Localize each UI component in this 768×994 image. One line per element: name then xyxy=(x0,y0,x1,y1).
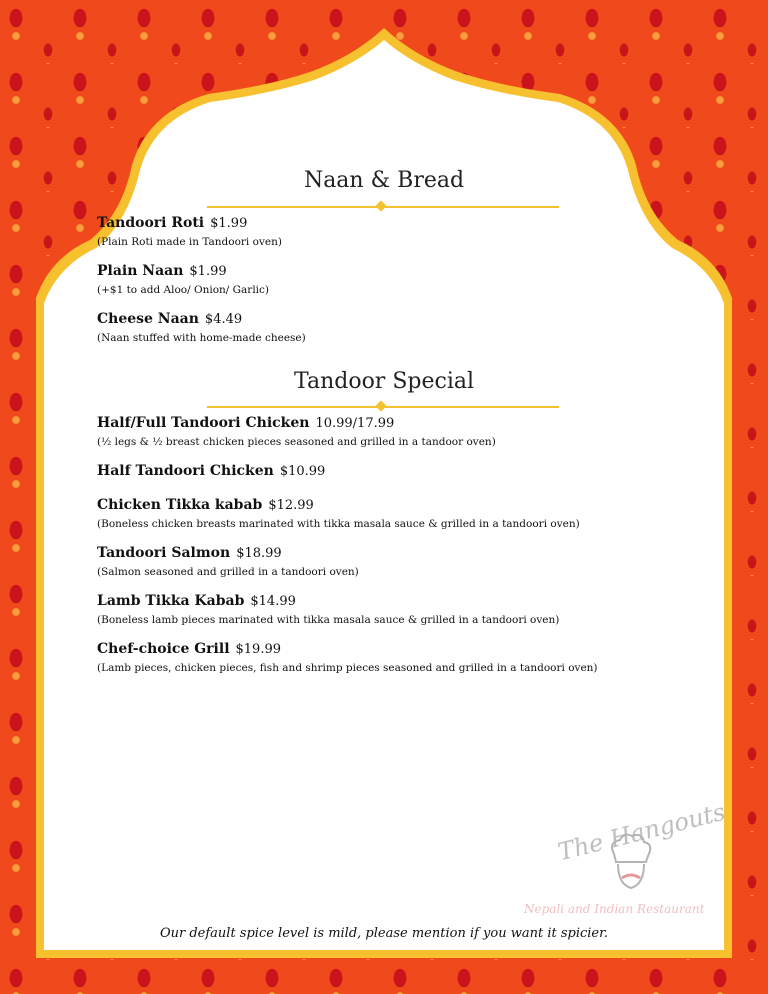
item-price: $14.99 xyxy=(250,594,296,609)
logo-title: The Hangouts xyxy=(555,797,729,867)
section-divider xyxy=(207,402,559,412)
menu-item xyxy=(97,260,697,298)
menu-item xyxy=(97,308,697,346)
menu-item xyxy=(97,638,697,676)
menu-item xyxy=(97,494,697,532)
menu-item xyxy=(97,212,697,250)
item-price: $19.99 xyxy=(235,642,282,657)
item-description: (Boneless lamb pieces marinated with tikka masala sauce & grilled in a tandoori oven) xyxy=(97,614,560,626)
item-name: Half/Full Tandoori Chicken xyxy=(97,415,310,431)
item-price: $1.99 xyxy=(189,264,227,279)
item-price: $12.99 xyxy=(268,498,314,513)
item-price: $10.99 xyxy=(279,464,326,479)
item-price: $4.49 xyxy=(204,312,243,327)
diamond-ornament-icon xyxy=(375,200,386,211)
section-title-tandoor-special: Tandoor Special xyxy=(293,369,475,394)
item-description: (Salmon seasoned and grilled in a tandoori oven) xyxy=(97,566,359,578)
item-description: (Boneless chicken breasts marinated with tikka masala sauce & grilled in a tandoori oven) xyxy=(97,518,580,530)
item-description: (Lamb pieces, chicken pieces, fish and shrimp pieces seasoned and grilled in a tandoori oven) xyxy=(97,662,598,674)
item-price: 10.99/17.99 xyxy=(315,416,395,431)
item-description: (Naan stuffed with home-made cheese) xyxy=(97,332,306,344)
item-name: Plain Naan xyxy=(97,263,184,279)
chef-icon xyxy=(600,832,660,902)
item-name: Cheese Naan xyxy=(97,311,199,327)
menu-item xyxy=(97,590,697,628)
item-description: (+$1 to add Aloo/ Onion/ Garlic) xyxy=(97,284,270,296)
item-name: Tandoori Roti xyxy=(97,215,205,231)
section-divider xyxy=(207,202,559,212)
item-name: Tandoori Salmon xyxy=(97,545,231,561)
menu-item xyxy=(97,542,697,580)
section-title-naan-bread: Naan & Bread xyxy=(303,168,465,193)
item-name: Chef-choice Grill xyxy=(97,641,230,657)
menu-item xyxy=(97,412,697,450)
spice-note: Our default spice level is mild, please mention if you want it spicier. xyxy=(159,926,609,941)
item-name: Lamb Tikka Kabab xyxy=(97,593,245,609)
item-price: $18.99 xyxy=(236,546,282,561)
logo-subtitle: Nepali and Indian Restaurant xyxy=(524,902,705,916)
menu-item xyxy=(97,460,697,482)
diamond-ornament-icon xyxy=(375,400,386,411)
restaurant-logo xyxy=(520,790,730,930)
item-description: (Plain Roti made in Tandoori oven) xyxy=(97,236,282,248)
item-name: Chicken Tikka kabab xyxy=(97,497,263,513)
item-price: $1.99 xyxy=(210,216,248,231)
item-description: (½ legs & ½ breast chicken pieces seasoned and grilled in a tandoor oven) xyxy=(97,436,496,448)
item-name: Half Tandoori Chicken xyxy=(97,463,274,479)
